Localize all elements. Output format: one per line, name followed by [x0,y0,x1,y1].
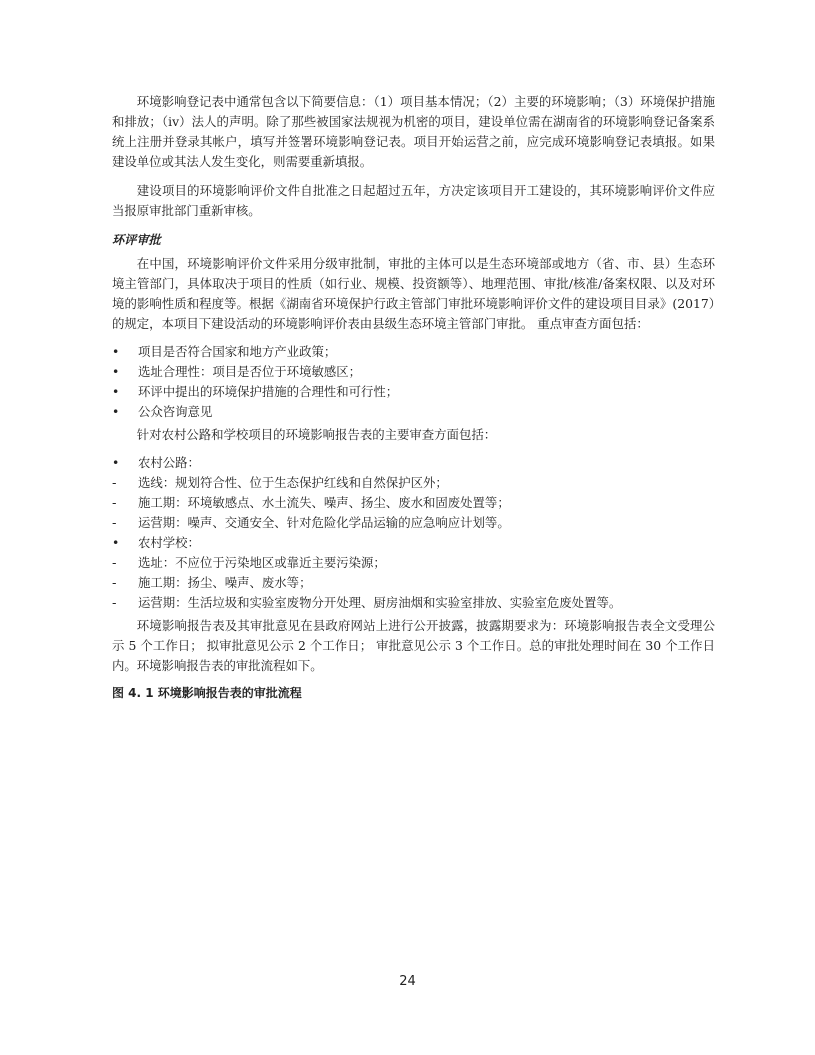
focus-list [112,342,715,422]
list-item-text: 运营期：噪声、交通安全、针对危险化学品运输的应急响应计划等。 [138,515,510,530]
list-item-text: 项目是否符合国家和地方产业政策； [138,344,337,359]
list-item [112,342,715,362]
list-item-text: 环评中提出的环境保护措施的合理性和可行性； [138,384,399,399]
dash-mark: - [112,475,117,490]
list-item-text: 运营期：生活垃圾和实验室废物分开处理、厨房油烟和实验室排放、实验室危废处置等。 [138,595,622,610]
review-list [112,453,715,613]
bullet-mark: • [112,455,120,470]
paragraph-review-intro: 针对农村公路和学校项目的环境影响报告表的主要审查方面包括： [136,427,497,442]
dash-mark: - [112,495,117,510]
dash-mark: - [112,575,117,590]
list-item [112,382,715,402]
list-item [112,573,715,593]
list-item-text: 选址：不应位于污染地区或靠近主要污染源； [138,555,386,570]
paragraph-registration-form: 环境影响登记表中通常包含以下简要信息：（1）项目基本情况；（2）主要的环境影响；（3）环境保护措施和排放；（iv）法人的声明。除了那些被国家法规视为机密的项目，建设单位需在湖南省的环境影响登记备案系统上注册并登录其帐户，填写并签署环境影响登记表。项目开始运营之前，应完成环境影响登记表填报。如果建设单位或其法人发生变化，则需要重新填报。 [112,94,715,169]
dash-mark: - [112,555,117,570]
list-item [112,533,715,553]
list-item [112,402,715,422]
paragraph-disclosure: 环境影响报告表及其审批意见在县政府网站上进行公开披露，披露期要求为：环境影响报告表全文受理公示 5 个工作日； 拟审批意见公示 2 个工作日； 审批意见公示 3 个工作日。总的审批处理时间在 30 个工作日内。环境影响报告表的审批流程如下。 [112,618,715,673]
list-item [112,473,715,493]
list-item-text: 农村公路： [138,455,200,470]
list-item [112,453,715,473]
bullet-mark: • [112,384,120,399]
paragraph-five-year-rule: 建设项目的环境影响评价文件自批准之日起超过五年，方决定该项目开工建设的，其环境影响评价文件应当报原审批部门重新审核。 [112,183,715,218]
dash-mark: - [112,595,117,610]
paragraph-approval-intro: 在中国，环境影响评价文件采用分级审批制，审批的主体可以是生态环境部或地方（省、市、县）生态环境主管部门，具体取决于项目的性质（如行业、规模、投资额等）、地理范围、审批/核准/备案权限、以及对环境的影响性质和程度等。根据《湖南省环境保护行政主管部门审批环境影响评价文件的建设项目目录》(2017）的规定，本项目下建设活动的环境影响评价表由县级生态环境主管部门审批。 重点审查方面包括： [112,256,715,331]
bullet-mark: • [112,404,120,419]
page-number: 24 [399,974,416,989]
list-item [112,513,715,533]
list-item [112,362,715,382]
figure-caption: 图 4. 1 环境影响报告表的审批流程 [112,686,302,700]
list-item-text: 施工期：环境敏感点、水土流失、噪声、扬尘、废水和固废处置等； [138,495,510,510]
dash-mark: - [112,515,117,530]
list-item-text: 选线：规划符合性、位于生态保护红线和自然保护区外； [138,475,448,490]
list-item-text: 公众咨询意见 [138,404,213,419]
list-item [112,493,715,513]
bullet-mark: • [112,344,120,359]
bullet-mark: • [112,535,120,550]
list-item-text: 农村学校： [138,535,200,550]
list-item-text: 施工期：扬尘、噪声、废水等； [138,575,312,590]
list-item [112,553,715,573]
list-item [112,593,715,613]
section-heading: 环评审批 [112,233,161,247]
list-item-text: 选址合理性：项目是否位于环境敏感区； [138,364,362,379]
bullet-mark: • [112,364,120,379]
